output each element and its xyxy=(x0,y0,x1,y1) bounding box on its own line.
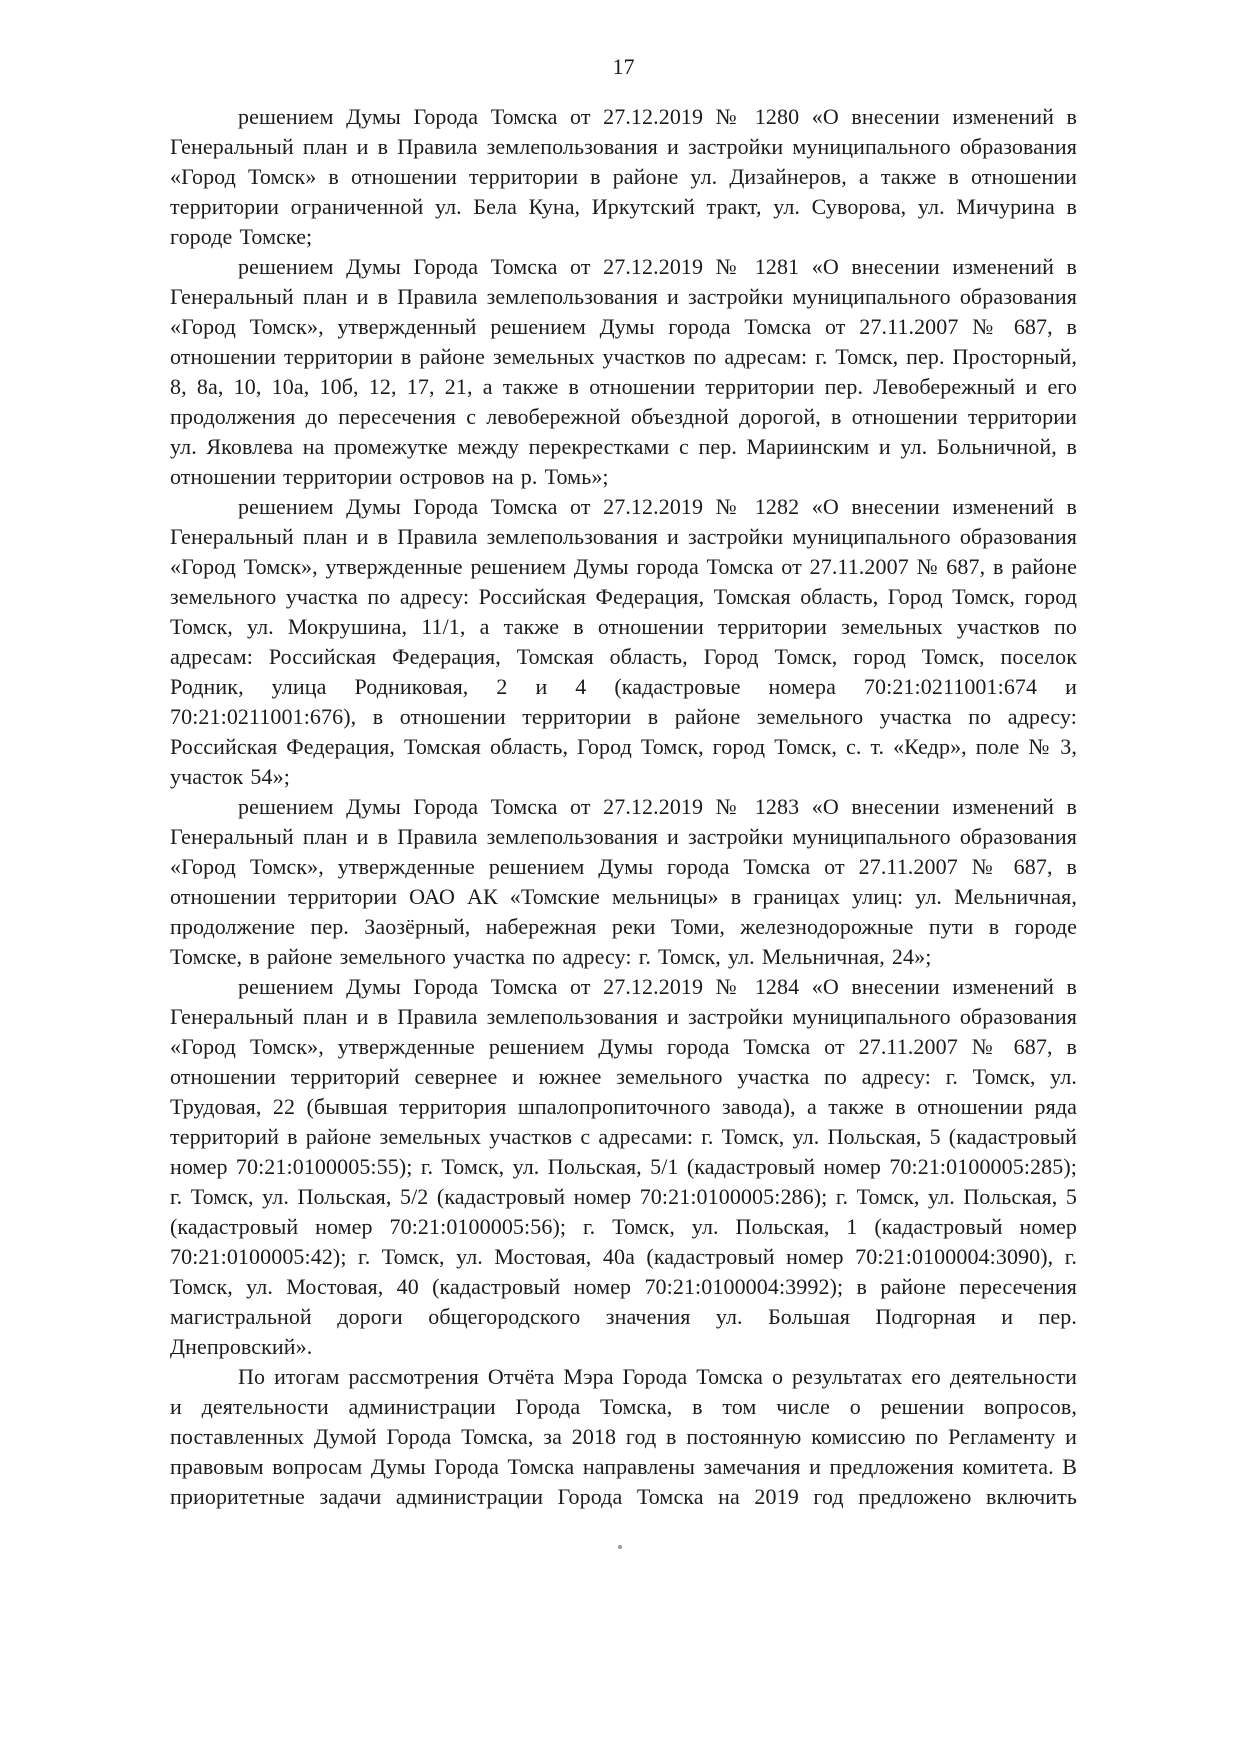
paragraph-resolution-1281: решением Думы Города Томска от 27.12.2019 № 1281 «О внесении изменений в Генеральный план и в Правила землепользования и застройки муниципального образования «Город Томск», утвержденный решением Думы города Томска от 27.11.2007 № 687, в отношении территории в районе земельных участков по адресам: г. Томск, пер. Просторный, 8, 8а, 10, 10а, 10б, 12, 17, 21, а также в отношении территории пер. Левобережный и его продолжения до пересечения с левобережной объездной дорогой, в отношении территории ул. Яковлева на промежутке между перекрестками с пер. Мариинским и ул. Больничной, в отношении территории островов на р. Томь»; xyxy=(170,254,1077,489)
paragraph-resolution-1284: решением Думы Города Томска от 27.12.2019 № 1284 «О внесении изменений в Генеральный план и в Правила землепользования и застройки муниципального образования «Город Томск», утвержденные решением Думы города Томска от 27.11.2007 № 687, в отношении территорий севернее и южнее земельного участка по адресу: г. Томск, ул. Трудовая, 22 (бывшая территория шпалопропиточного завода), а также в отношении ряда территорий в районе земельных участков с адресами: г. Томск, ул. Польская, 5 (кадастровый номер 70:21:0100005:55); г. Томск, ул. Польская, 5/1 (кадастровый номер 70:21:0100005:285); г. Томск, ул. Польская, 5/2 (кадастровый номер 70:21:0100005:286); г. Томск, ул. Польская, 5 (кадастровый номер 70:21:0100005:56); г. Томск, ул. Польская, 1 (кадастровый номер 70:21:0100005:42); г. Томск, ул. Мостовая, 40а (кадастровый номер 70:21:0100004:3090), г. Томск, ул. Мостовая, 40 (кадастровый номер 70:21:0100004:3992); в районе пересечения магистральной дороги общегородского значения ул. Большая Подгорная и пер. Днепровский». xyxy=(170,974,1077,1359)
paragraph-report-summary: По итогам рассмотрения Отчёта Мэра Города Томска о результатах его деятельности и деятельности администрации Города Томска, в том числе о решении вопросов, поставленных Думой Города Томска, за 2018 год в постоянную комиссию по Регламенту и правовым вопросам Думы Города Томска направлены замечания и предложения комитета. В приоритетные задачи администрации Города Томска на 2019 год предложено включить xyxy=(170,1364,1077,1509)
document-body xyxy=(170,102,1077,1512)
paragraph-resolution-1283: решением Думы Города Томска от 27.12.2019 № 1283 «О внесении изменений в Генеральный план и в Правила землепользования и застройки муниципального образования «Город Томск», утвержденные решением Думы города Томска от 27.11.2007 № 687, в отношении территории ОАО АК «Томские мельницы» в границах улиц: ул. Мельничная, продолжение пер. Заозёрный, набережная реки Томи, железнодорожные пути в городе Томске, в районе земельного участка по адресу: г. Томск, ул. Мельничная, 24»; xyxy=(170,794,1077,969)
page-number: 17 xyxy=(612,54,635,79)
paragraph-resolution-1282: решением Думы Города Томска от 27.12.2019 № 1282 «О внесении изменений в Генеральный план и в Правила землепользования и застройки муниципального образования «Город Томск», утвержденные решением Думы города Томска от 27.11.2007 № 687, в районе земельного участка по адресу: Российская Федерация, Томская область, Город Томск, город Томск, ул. Мокрушина, 11/1, а также в отношении территории земельных участков по адресам: Российская Федерация, Томская область, Город Томск, город Томск, поселок Родник, улица Родниковая, 2 и 4 (кадастровые номера 70:21:0211001:674 и 70:21:0211001:676), в отношении территории в районе земельного участка по адресу: Российская Федерация, Томская область, Город Томск, город Томск, с. т. «Кедр», поле № 3, участок 54»; xyxy=(170,494,1077,789)
paragraph-resolution-1280: решением Думы Города Томска от 27.12.2019 № 1280 «О внесении изменений в Генеральный план и в Правила землепользования и застройки муниципального образования «Город Томск» в отношении территории в районе ул. Дизайнеров, а также в отношении территории ограниченной ул. Бела Куна, Иркутский тракт, ул. Суворова, ул. Мичурина в городе Томске; xyxy=(170,104,1077,249)
scan-artifact-dot xyxy=(618,1545,622,1549)
